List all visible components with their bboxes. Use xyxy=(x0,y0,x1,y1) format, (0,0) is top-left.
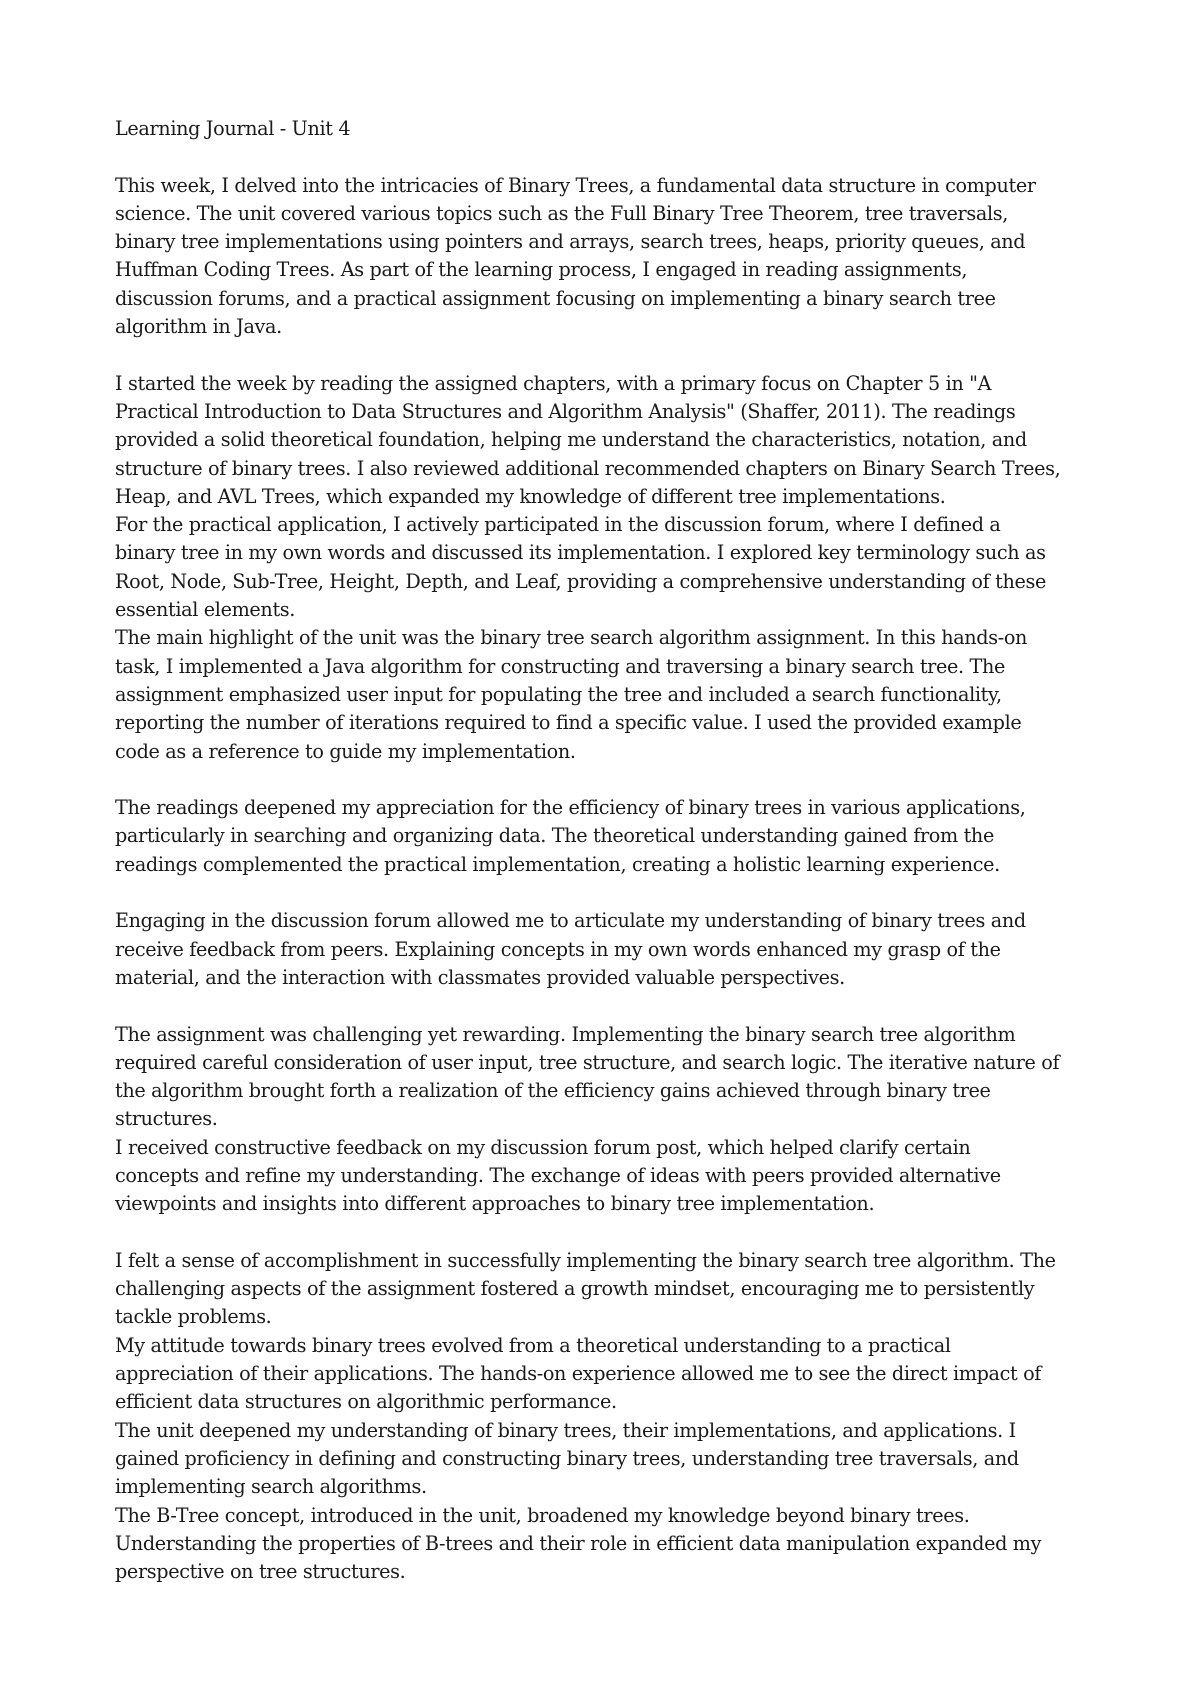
paragraph xyxy=(115,370,1100,766)
paragraph-gap xyxy=(115,879,1100,907)
text-line: algorithm in Java. xyxy=(115,315,282,339)
text-line: Root, Node, Sub-Tree, Height, Depth, and Leaf, providing a comprehensive understanding of these xyxy=(115,569,1046,593)
text-line: essential elements. xyxy=(115,598,296,622)
text-line: Practical Introduction to Data Structures and Algorithm Analysis" (Shaffer, 2011). The readings xyxy=(115,399,1016,423)
text-line: binary tree implementations using pointers and arrays, search trees, heaps, priority queues, and xyxy=(115,230,1026,254)
document-title: Learning Journal - Unit 4 xyxy=(115,117,351,140)
paragraph xyxy=(115,794,1100,879)
text-line: I started the week by reading the assigned chapters, with a primary focus on Chapter 5 in "A xyxy=(115,371,992,395)
text-line: assignment emphasized user input for populating the tree and included a search functionality, xyxy=(115,682,1002,706)
text-line: For the practical application, I actively participated in the discussion forum, where I defined a xyxy=(115,513,1001,537)
text-line: The unit deepened my understanding of binary trees, their implementations, and applications. I xyxy=(115,1418,1016,1442)
text-line: This week, I delved into the intricacies of Binary Trees, a fundamental data structure in computer xyxy=(115,173,1036,197)
text-line: The readings deepened my appreciation for the efficiency of binary trees in various applications, xyxy=(115,796,1026,820)
text-line: structure of binary trees. I also reviewed additional recommended chapters on Binary Search Trees, xyxy=(115,456,1061,480)
text-line: structures. xyxy=(115,1107,218,1131)
paragraph xyxy=(115,1021,1100,1219)
text-line: perspective on tree structures. xyxy=(115,1560,406,1584)
document-paragraphs xyxy=(115,172,1100,1587)
text-line: concepts and refine my understanding. The exchange of ideas with peers provided alternative xyxy=(115,1163,1001,1187)
paragraph xyxy=(115,907,1100,992)
text-line: science. The unit covered various topics such as the Full Binary Tree Theorem, tree traversals, xyxy=(115,201,1008,225)
text-line: I received constructive feedback on my discussion forum post, which helped clarify certain xyxy=(115,1135,971,1159)
paragraph xyxy=(115,172,1100,342)
paragraph-gap xyxy=(115,766,1100,794)
paragraph-gap xyxy=(115,143,1100,171)
text-line: Heap, and AVL Trees, which expanded my knowledge of different tree implementations. xyxy=(115,484,946,508)
text-line: Engaging in the discussion forum allowed me to articulate my understanding of binary trees and xyxy=(115,909,1026,933)
paragraph xyxy=(115,1247,1100,1587)
text-line: reporting the number of iterations required to find a specific value. I used the provided example xyxy=(115,711,1022,735)
text-line: task, I implemented a Java algorithm for constructing and traversing a binary search tree. The xyxy=(115,654,1005,678)
text-line: provided a solid theoretical foundation, helping me understand the characteristics, notation, and xyxy=(115,428,1027,452)
paragraph-gap xyxy=(115,341,1100,369)
text-line: My attitude towards binary trees evolved from a theoretical understanding to a practical xyxy=(115,1333,951,1357)
paragraph-gap xyxy=(115,1219,1100,1247)
text-line: efficient data structures on algorithmic performance. xyxy=(115,1390,617,1414)
text-line: material, and the interaction with classmates provided valuable perspectives. xyxy=(115,965,845,989)
text-line: I felt a sense of accomplishment in successfully implementing the binary search tree algorithm. The xyxy=(115,1248,1056,1272)
text-line: the algorithm brought forth a realization of the efficiency gains achieved through binary tree xyxy=(115,1079,991,1103)
text-line: particularly in searching and organizing data. The theoretical understanding gained from the xyxy=(115,824,994,848)
text-line: receive feedback from peers. Explaining concepts in my own words enhanced my grasp of the xyxy=(115,937,1001,961)
text-line: challenging aspects of the assignment fostered a growth mindset, encouraging me to persistently xyxy=(115,1277,1035,1301)
text-line: gained proficiency in defining and constructing binary trees, understanding tree traversals, and xyxy=(115,1446,1019,1470)
text-line: Huffman Coding Trees. As part of the learning process, I engaged in reading assignments, xyxy=(115,258,968,282)
text-line: The assignment was challenging yet rewarding. Implementing the binary search tree algorithm xyxy=(115,1022,1016,1046)
text-line: binary tree in my own words and discussed its implementation. I explored key terminology such as xyxy=(115,541,1046,565)
text-line: implementing search algorithms. xyxy=(115,1475,427,1499)
text-line: Understanding the properties of B-trees and their role in efficient data manipulation expanded my xyxy=(115,1531,1042,1555)
document-body xyxy=(115,115,1100,1586)
text-line: appreciation of their applications. The hands-on experience allowed me to see the direct impact of xyxy=(115,1362,1042,1386)
text-line: readings complemented the practical implementation, creating a holistic learning experience. xyxy=(115,852,1000,876)
text-line: code as a reference to guide my implementation. xyxy=(115,739,576,763)
text-line: tackle problems. xyxy=(115,1305,272,1329)
text-line: discussion forums, and a practical assignment focusing on implementing a binary search tree xyxy=(115,286,996,310)
text-line: The main highlight of the unit was the binary tree search algorithm assignment. In this hands-on xyxy=(115,626,1028,650)
text-line: viewpoints and insights into different approaches to binary tree implementation. xyxy=(115,1192,875,1216)
paragraph-gap xyxy=(115,992,1100,1020)
text-line: The B-Tree concept, introduced in the unit, broadened my knowledge beyond binary trees. xyxy=(115,1503,970,1527)
text-line: required careful consideration of user input, tree structure, and search logic. The iterative nature of xyxy=(115,1050,1060,1074)
